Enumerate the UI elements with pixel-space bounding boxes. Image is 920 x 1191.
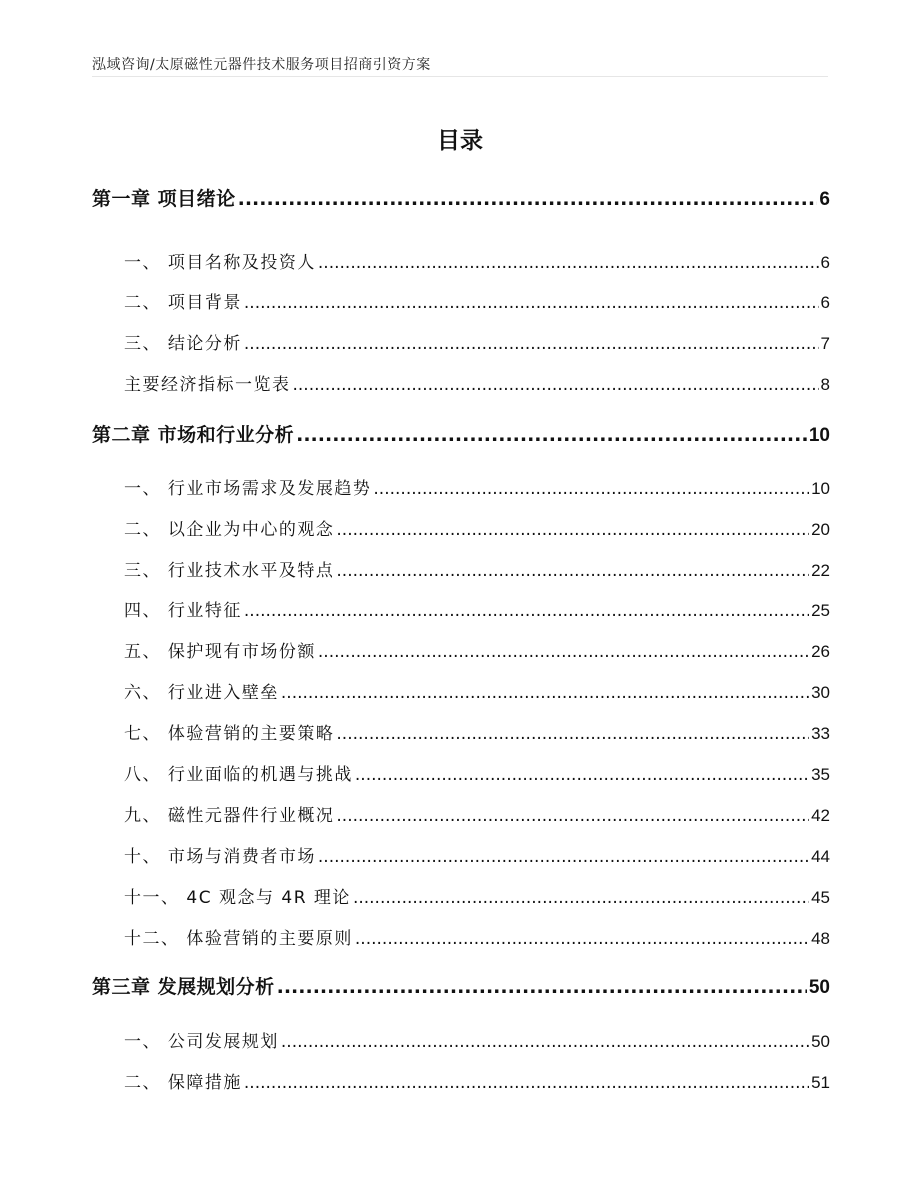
toc-entry-label: 五、 保护现有市场份额 xyxy=(124,642,316,662)
toc-page-number: 50 xyxy=(808,977,830,998)
toc-entry-label: 二、 以企业为中心的观念 xyxy=(124,520,335,540)
dot-leader xyxy=(353,888,809,908)
toc-entry-label: 第三章 发展规划分析 xyxy=(92,976,275,998)
toc-entry-label: 二、 保障措施 xyxy=(124,1073,242,1093)
dot-leader xyxy=(336,561,809,581)
toc-entry-label: 八、 行业面临的机遇与挑战 xyxy=(124,765,353,785)
toc-entry-label: 第一章 项目绪论 xyxy=(92,188,236,210)
toc-entry-label: 六、 行业进入壁垒 xyxy=(124,683,279,703)
toc-section[interactable] xyxy=(92,1027,830,1052)
toc-entry-label: 九、 磁性元器件行业概况 xyxy=(124,806,335,826)
toc-entry-label: 一、 行业市场需求及发展趋势 xyxy=(124,479,372,499)
toc-entry-label: 十、 市场与消费者市场 xyxy=(124,847,316,867)
dot-leader xyxy=(277,976,807,998)
toc-chapter[interactable] xyxy=(92,420,830,447)
toc-page-number: 10 xyxy=(811,479,830,498)
toc-section[interactable] xyxy=(92,883,830,908)
toc-page-number: 6 xyxy=(820,293,830,312)
toc-page-number: 8 xyxy=(820,375,830,394)
dot-leader xyxy=(296,424,807,446)
toc-section[interactable] xyxy=(92,248,830,273)
toc-section[interactable] xyxy=(92,556,830,581)
toc-entry-label: 十一、 4C 观念与 4R 理论 xyxy=(124,888,351,908)
toc-page-number: 50 xyxy=(811,1032,830,1051)
toc-section[interactable] xyxy=(92,1068,830,1093)
dot-leader xyxy=(318,253,819,273)
toc-section[interactable] xyxy=(92,924,830,949)
toc-page-number: 35 xyxy=(811,765,830,784)
dot-leader xyxy=(244,293,819,313)
toc-section[interactable] xyxy=(92,596,830,621)
toc-page-number: 51 xyxy=(811,1073,830,1092)
toc-section[interactable] xyxy=(92,370,830,395)
toc-section[interactable] xyxy=(92,842,830,867)
toc-page-number: 10 xyxy=(808,425,830,446)
toc-entry-label: 三、 行业技术水平及特点 xyxy=(124,561,335,581)
toc-entry-label: 三、 结论分析 xyxy=(124,334,242,354)
toc-entry-label: 主要经济指标一览表 xyxy=(124,375,291,395)
dot-leader xyxy=(355,929,809,949)
toc-section[interactable] xyxy=(92,719,830,744)
toc-page-number: 42 xyxy=(811,806,830,825)
toc-entry-label: 七、 体验营销的主要策略 xyxy=(124,724,335,744)
toc-section[interactable] xyxy=(92,515,830,540)
dot-leader xyxy=(244,1073,809,1093)
dot-leader xyxy=(244,334,819,354)
page-header: 泓域咨询/太原磁性元器件技术服务项目招商引资方案 xyxy=(92,57,431,73)
dot-leader xyxy=(336,520,809,540)
toc-entry-label: 四、 行业特征 xyxy=(124,601,242,621)
dot-leader xyxy=(281,1032,809,1052)
toc-page-number: 30 xyxy=(811,683,830,702)
toc-entry-label: 一、 公司发展规划 xyxy=(124,1032,279,1052)
toc-page-number: 6 xyxy=(819,189,830,210)
dot-leader xyxy=(281,683,809,703)
toc-chapter[interactable] xyxy=(92,972,830,999)
toc-section[interactable] xyxy=(92,760,830,785)
dot-leader xyxy=(238,188,818,210)
dot-leader xyxy=(336,724,809,744)
toc-section[interactable] xyxy=(92,288,830,313)
toc-chapter[interactable] xyxy=(92,184,830,211)
dot-leader xyxy=(318,847,809,867)
toc-entry-label: 二、 项目背景 xyxy=(124,293,242,313)
dot-leader xyxy=(336,806,809,826)
toc-page-number: 48 xyxy=(811,929,830,948)
toc-page-number: 44 xyxy=(811,847,830,866)
toc-page-number: 7 xyxy=(820,334,830,353)
toc-entry-label: 十二、 体验营销的主要原则 xyxy=(124,929,353,949)
toc-entry-label: 第二章 市场和行业分析 xyxy=(92,424,295,446)
dot-leader xyxy=(318,642,809,662)
toc-page-number: 25 xyxy=(811,601,830,620)
toc-section[interactable] xyxy=(92,637,830,662)
dot-leader xyxy=(355,765,809,785)
toc-entry-label: 一、 项目名称及投资人 xyxy=(124,253,316,273)
toc-page-number: 45 xyxy=(811,888,830,907)
toc-section[interactable] xyxy=(92,329,830,354)
toc-page-number: 33 xyxy=(811,724,830,743)
dot-leader xyxy=(244,601,809,621)
toc-section[interactable] xyxy=(92,678,830,703)
toc-section[interactable] xyxy=(92,474,830,499)
dot-leader xyxy=(373,479,809,499)
toc-section[interactable] xyxy=(92,801,830,826)
toc-page-number: 22 xyxy=(811,561,830,580)
dot-leader xyxy=(293,375,819,395)
toc-page-number: 6 xyxy=(820,253,830,272)
toc-title: 目录 xyxy=(437,128,483,154)
toc-page-number: 26 xyxy=(811,642,830,661)
header-divider xyxy=(92,76,828,77)
toc-page-number: 20 xyxy=(811,520,830,539)
